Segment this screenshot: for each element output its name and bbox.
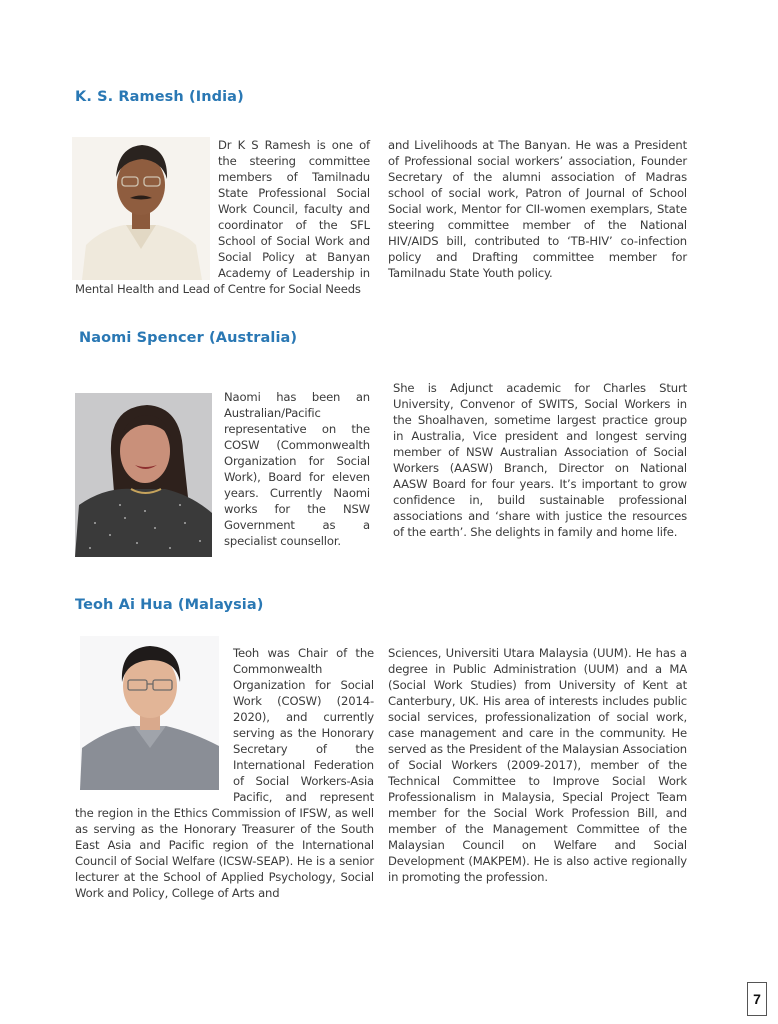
- portrait-man-glasses-icon: [80, 636, 219, 790]
- profile-bio-col1-ramesh: [75, 137, 370, 297]
- bio-text: Teoh was Chair of the Commonwealth Organization for Social Work (COSW) (2014-2020), and currently serving as the Honorary Secretary of the International Federation of Social Workers-Asia Pacific, and represent the region in the Ethics Commission of IFSW, as well as serving as the Honorary Treasurer of the South East Asia and Pacific region of the International Council of Social Welfare (ICSW-SEAP). He is a senior lecturer at the School of Applied Psychology, Social Work and Policy, College of Arts and: [75, 646, 374, 900]
- profile-bio-col2-spencer: [393, 380, 687, 540]
- profile-name-ramesh: K. S. Ramesh (India): [75, 89, 244, 105]
- bio-text: Naomi has been an Australian/Pacific representative on the COSW (Commonwealth Organization for Social Work), Board for eleven years. Currently Naomi works for the NSW Government as a specialist counsellor.: [224, 390, 370, 548]
- portrait-woman-icon: [75, 393, 212, 557]
- bio-text: Sciences, Universiti Utara Malaysia (UUM). He has a degree in Public Administration (UUM) and a MA (Social Work Studies) from University of Kent at Canterbury, UK. His area of interests includes public social services, professionalization of social work, case management and care in the community. He served as the President of the Malaysian Association of Social Workers (2009-2017), member of the Technical Committee to Improve Social Work Professionalism in Malaysia, Special Project Team member for the Social Work Profession Bill, and member of the Management Committee of the Malaysian Council on Welfare and Social Development (MAKPEM). He is also active regionally in promoting the profession.: [388, 646, 687, 884]
- portrait-man-glasses-icon: [72, 137, 210, 280]
- photo-ramesh: [72, 137, 210, 280]
- profile-name-teoh: Teoh Ai Hua (Malaysia): [75, 597, 264, 613]
- bio-text: and Livelihoods at The Banyan. He was a President of Professional social workers’ association, Founder Secretary of the alumni association of Madras school of social work, Patron of Journal of School Social work, Mentor for CII-women exemplars, State steering committee member of the National HIV/AIDS bill, contributed to ‘TB-HIV’ co-infection policy and Drafting committee member for Tamilnadu State Youth policy.: [388, 138, 687, 280]
- profile-name-spencer: Naomi Spencer (Australia): [79, 330, 298, 346]
- profile-bio-col1-spencer: [224, 389, 370, 549]
- photo-teoh: [80, 636, 219, 790]
- profile-bio-col1-teoh: [75, 645, 374, 901]
- profile-bio-col2-ramesh: [388, 137, 687, 281]
- photo-spencer: [75, 393, 212, 557]
- bio-text: Dr K S Ramesh is one of the steering committee members of Tamilnadu State Professional Social Work Council, faculty and coordinator of the SFL School of Social Work and Social Policy at Banyan Academy of Leadership in Mental Health and Lead of Centre for Social Needs: [75, 138, 370, 296]
- bio-text: She is Adjunct academic for Charles Sturt University, Convenor of SWITS, Social Workers in the Shoalhaven, sometime largest practice group in Australia, Vice president and longest serving member of NSW Australian Association of Social Workers (AASW) Branch, Director on National AASW Board for four years. It’s important to grow confidence in, build sustainable professional associations and ‘share with justice the resources of the earth’. She delights in family and home life.: [393, 381, 687, 539]
- page-number: 7: [747, 982, 767, 1016]
- profile-bio-col2-teoh: [388, 645, 687, 885]
